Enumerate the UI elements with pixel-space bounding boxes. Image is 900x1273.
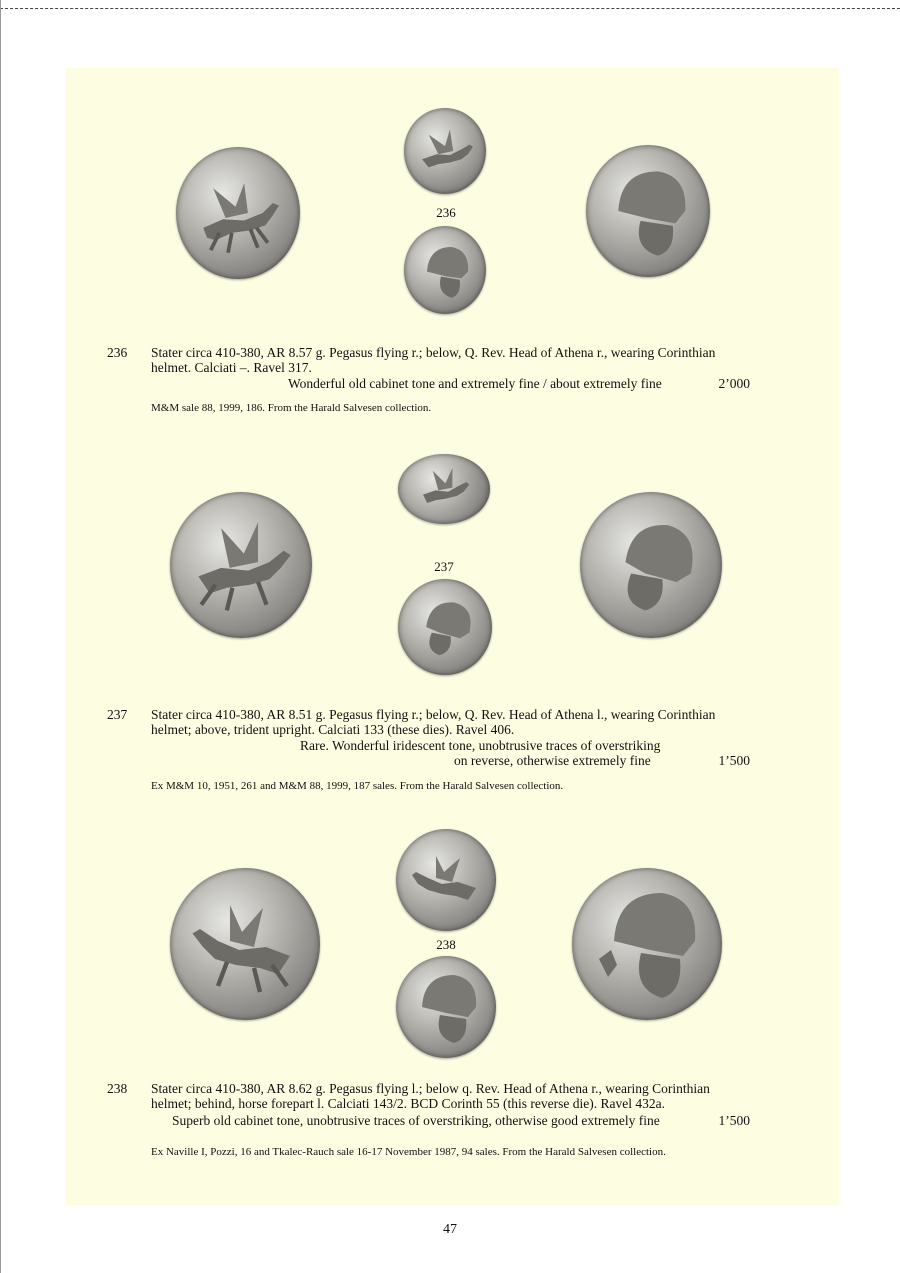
coin-238-reverse-large xyxy=(572,868,722,1020)
lot-236-grade: Wonderful old cabinet tone and extremely fine / about extremely fine xyxy=(288,376,662,391)
coin-237-reverse-small xyxy=(398,579,492,675)
pegasus-icon xyxy=(170,868,320,1020)
lot-238-price: 1’500 xyxy=(718,1113,750,1128)
lot-237-desc-line2: helmet; above, trident upright. Calciati 133 (these dies). Ravel 406. xyxy=(151,722,515,737)
lot-237-price: 1’500 xyxy=(718,753,750,768)
athena-head-icon xyxy=(396,956,496,1058)
lot-237-number: 237 xyxy=(107,707,128,722)
athena-head-icon xyxy=(572,868,722,1020)
pegasus-icon xyxy=(396,829,496,931)
lot-236-price: 2’000 xyxy=(718,376,750,391)
lot-236-desc-line1: Stater circa 410-380, AR 8.57 g. Pegasus flying r.; below, Q. Rev. Head of Athena r., wearing Corinthian xyxy=(151,345,716,360)
coin-238-obverse-small xyxy=(396,829,496,931)
athena-head-icon xyxy=(586,145,710,277)
athena-head-icon xyxy=(398,579,492,675)
lot-236-description xyxy=(151,345,751,375)
lot-236-number: 236 xyxy=(107,345,128,360)
lot-238-grade: Superb old cabinet tone, unobtrusive traces of overstriking, otherwise good extremely fine xyxy=(172,1113,660,1128)
pegasus-icon xyxy=(404,108,486,194)
lot-238-description xyxy=(151,1081,751,1111)
lot-237-provenance: Ex M&M 10, 1951, 261 and M&M 88, 1999, 187 sales. From the Harald Salvesen collection. xyxy=(151,780,564,792)
coin-236-obverse-small xyxy=(404,108,486,194)
coin-238-obverse-large xyxy=(170,868,320,1020)
lot-237-desc-line1: Stater circa 410-380, AR 8.51 g. Pegasus flying r.; below, Q. Rev. Head of Athena l., wearing Corinthian xyxy=(151,707,716,722)
pegasus-icon xyxy=(398,454,490,524)
lot-238-desc-line1: Stater circa 410-380, AR 8.62 g. Pegasus flying l.; below q. Rev. Head of Athena r., wearing Corinthian xyxy=(151,1081,710,1096)
coin-237-reverse-large xyxy=(580,492,722,638)
dashed-crop-line xyxy=(0,8,900,9)
lot-238-desc-line2: helmet; behind, horse forepart l. Calciati 143/2. BCD Corinth 55 (this reverse die). Ravel 432a. xyxy=(151,1096,666,1111)
lot-237-image-label: 237 xyxy=(434,559,454,574)
lot-237-grade-line2: on reverse, otherwise extremely fine xyxy=(454,753,651,768)
lot-236-image-label: 236 xyxy=(436,205,456,220)
pegasus-icon xyxy=(170,492,312,638)
lot-237-grade-line1: Rare. Wonderful iridescent tone, unobtrusive traces of overstriking xyxy=(300,738,661,753)
coin-237-obverse-small xyxy=(398,454,490,524)
coin-236-reverse-small xyxy=(404,226,486,314)
lot-236-provenance: M&M sale 88, 1999, 186. From the Harald Salvesen collection. xyxy=(151,402,432,414)
page-edge-line xyxy=(0,0,1,1273)
lot-238-provenance: Ex Naville I, Pozzi, 16 and Tkalec-Rauch sale 16-17 November 1987, 94 sales. From the Harald Salvesen collection. xyxy=(151,1146,666,1158)
coin-238-reverse-small xyxy=(396,956,496,1058)
lot-238-number: 238 xyxy=(107,1081,128,1096)
page-number: 47 xyxy=(443,1222,457,1237)
athena-head-icon xyxy=(404,226,486,314)
coin-236-obverse-large xyxy=(176,147,300,279)
lot-237-description xyxy=(151,707,751,737)
pegasus-icon xyxy=(176,147,300,279)
athena-head-icon xyxy=(580,492,722,638)
lot-238-image-label: 238 xyxy=(436,937,456,952)
lot-236-desc-line2: helmet. Calciati –. Ravel 317. xyxy=(151,360,312,375)
coin-236-reverse-large xyxy=(586,145,710,277)
coin-237-obverse-large xyxy=(170,492,312,638)
